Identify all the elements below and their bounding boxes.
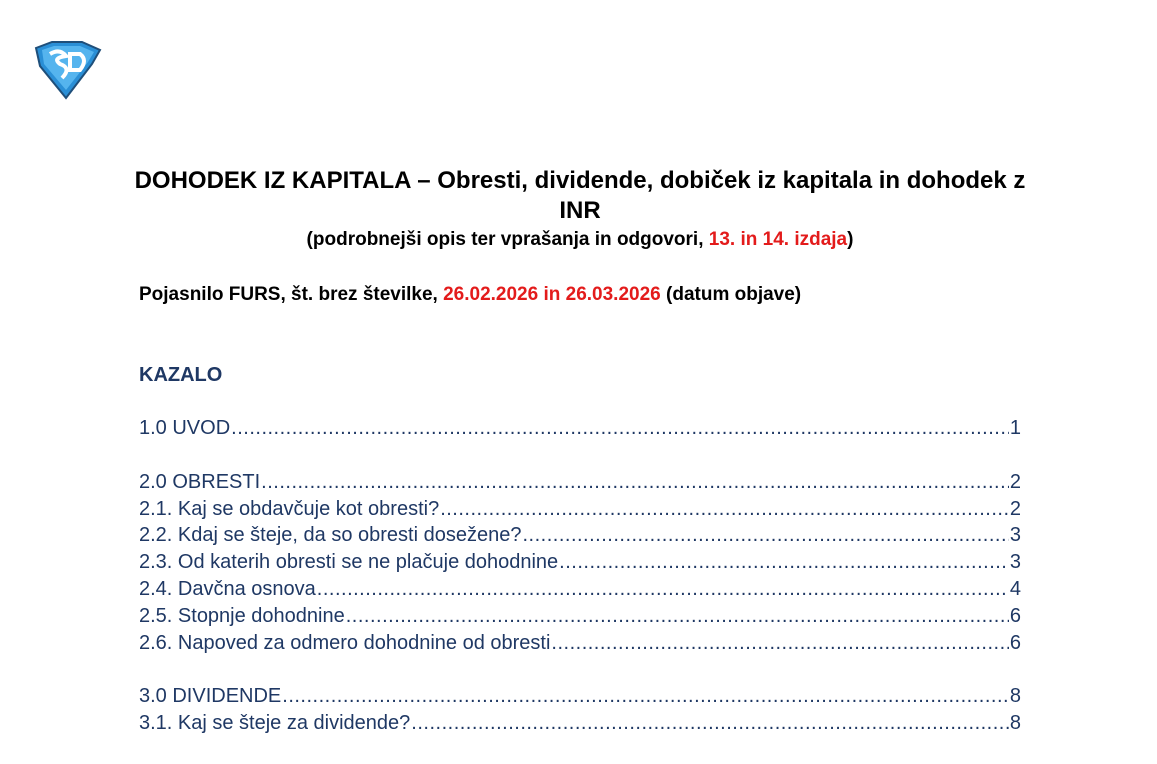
toc-entry[interactable] bbox=[139, 415, 1021, 442]
subtitle-prefix: (podrobnejši opis ter vprašanja in odgovori, bbox=[306, 229, 709, 250]
toc-leader-dots bbox=[559, 549, 1009, 576]
toc-leader-dots bbox=[522, 522, 1008, 549]
toc-entry[interactable] bbox=[139, 469, 1021, 496]
toc-leader-dots bbox=[346, 603, 1009, 630]
toc-leader-dots bbox=[411, 710, 1009, 737]
toc-leader-dots bbox=[317, 576, 1009, 603]
toc-entry[interactable] bbox=[139, 549, 1021, 576]
source-dates: 26.02.2026 in 26.03.2026 bbox=[443, 284, 661, 305]
toc-entry[interactable] bbox=[139, 683, 1021, 710]
toc-entry[interactable] bbox=[139, 603, 1021, 630]
toc-entry-page: 6 bbox=[1009, 604, 1021, 627]
toc-leader-dots bbox=[261, 469, 1009, 496]
toc-entry-label: 3.0 DIVIDENDE bbox=[139, 685, 282, 708]
subtitle-edition: 13. in 14. izdaja bbox=[708, 229, 848, 250]
toc-leader-dots bbox=[282, 683, 1009, 710]
toc-entry-label: 2.6. Napoved za odmero dohodnine od obresti bbox=[139, 631, 551, 654]
toc-entry[interactable] bbox=[139, 522, 1021, 549]
toc-entry-label: 2.1. Kaj se obdavčuje kot obresti? bbox=[139, 497, 440, 520]
company-logo-icon bbox=[30, 40, 104, 100]
toc-entry-page: 2 bbox=[1009, 470, 1021, 493]
toc-entry-label: 2.2. Kdaj se šteje, da so obresti dosežene? bbox=[139, 524, 522, 547]
toc-entry-label: 2.3. Od katerih obresti se ne plačuje dohodnine bbox=[139, 551, 559, 574]
toc-entry[interactable] bbox=[139, 576, 1021, 603]
source-suffix: (datum objave) bbox=[660, 284, 802, 305]
toc-section bbox=[139, 469, 1021, 657]
toc-entry[interactable] bbox=[139, 630, 1021, 657]
toc-entry-label: 2.5. Stopnje dohodnine bbox=[139, 604, 345, 627]
toc-entry-page: 3 bbox=[1009, 551, 1021, 574]
toc-entry-label: 3.1. Kaj se šteje za dividende? bbox=[139, 712, 411, 735]
toc-leader-dots bbox=[231, 415, 1009, 442]
toc-entry-page: 8 bbox=[1009, 712, 1021, 735]
toc-section bbox=[139, 415, 1021, 442]
toc-heading: KAZALO bbox=[139, 364, 223, 386]
document-source bbox=[139, 284, 801, 306]
toc-entry-page: 3 bbox=[1009, 524, 1021, 547]
toc-entry-page: 8 bbox=[1009, 685, 1021, 708]
toc-leader-dots bbox=[551, 630, 1008, 657]
document-title: DOHODEK IZ KAPITALA – Obresti, dividende, dobiček iz kapitala in dohodek z INR bbox=[134, 167, 1026, 224]
toc-entry-label: 2.0 OBRESTI bbox=[139, 470, 261, 493]
toc-entry-page: 6 bbox=[1009, 631, 1021, 654]
toc-entry-label: 1.0 UVOD bbox=[139, 417, 231, 439]
toc-section bbox=[139, 683, 1021, 737]
table-of-contents bbox=[139, 415, 1021, 764]
document-subtitle bbox=[130, 229, 1030, 251]
source-prefix: Pojasnilo FURS, št. brez številke, bbox=[139, 284, 444, 305]
toc-entry-page: 4 bbox=[1009, 577, 1021, 600]
toc-entry-page: 1 bbox=[1009, 417, 1021, 439]
subtitle-suffix: ) bbox=[847, 229, 854, 250]
toc-leader-dots bbox=[440, 496, 1009, 523]
toc-entry-label: 2.4. Davčna osnova bbox=[139, 577, 316, 600]
toc-entry[interactable] bbox=[139, 496, 1021, 523]
toc-entry-page: 2 bbox=[1009, 497, 1021, 520]
toc-entry[interactable] bbox=[139, 710, 1021, 737]
